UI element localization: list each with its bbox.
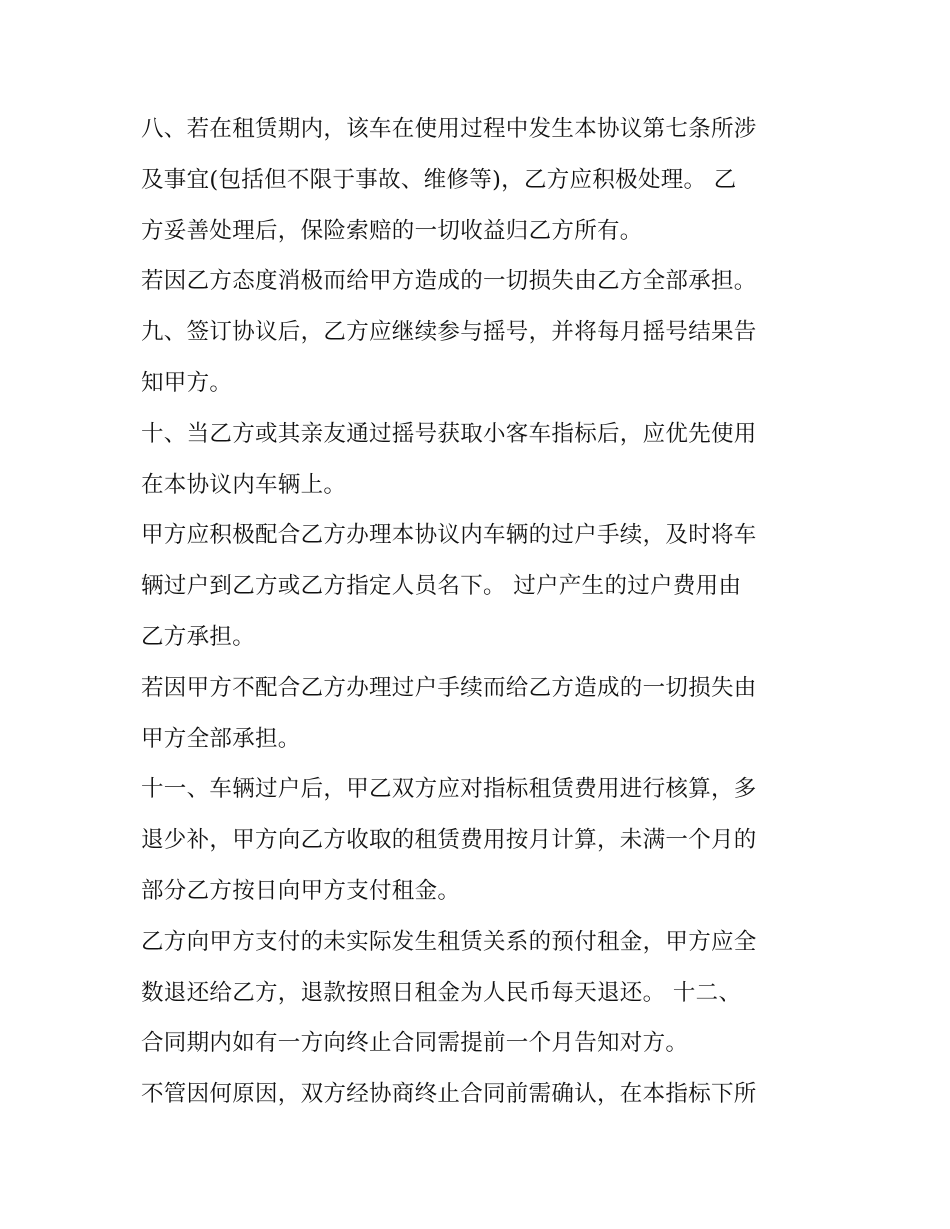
- text-line: 甲方全部承担。: [141, 725, 301, 752]
- text-line: 十一、车辆过户后，甲乙双方应对指标租赁费用进行核算，多: [141, 776, 757, 803]
- text-line: 不管因何原因，双方经协商终止合同前需确认，在本指标下所: [141, 1081, 757, 1108]
- text-line: 乙方向甲方支付的未实际发生租赁关系的预付租金，甲方应全: [141, 928, 757, 955]
- text-line: 若因乙方态度消极而给甲方造成的一切损失由乙方全部承担。: [141, 268, 757, 295]
- text-line: 八、若在租赁期内，该车在使用过程中发生本协议第七条所涉: [141, 116, 757, 142]
- text-line: 部分乙方按日向甲方支付租金。: [141, 877, 461, 904]
- document-body: [141, 104, 821, 1120]
- text-line: 辆过户到乙方或乙方指定人员名下。 过户产生的过户费用由: [141, 573, 742, 600]
- text-line: 合同期内如有一方向终止合同需提前一个月告知对方。: [141, 1030, 689, 1057]
- text-line: 甲方应积极配合乙方办理本协议内车辆的过户手续，及时将车: [141, 522, 757, 549]
- text-line: 九、签订协议后，乙方应继续参与摇号，并将每月摇号结果告: [141, 319, 757, 346]
- text-line: 若因甲方不配合乙方办理过户手续而给乙方造成的一切损失由: [141, 674, 757, 701]
- text-line: 在本协议内车辆上。: [141, 471, 347, 498]
- text-line: 十、当乙方或其亲友通过摇号获取小客车指标后，应优先使用: [141, 420, 757, 447]
- text-line: 方妥善处理后，保险索赔的一切收益归乙方所有。: [141, 217, 643, 244]
- text-line: 知甲方。: [141, 369, 233, 396]
- text-line: 数退还给乙方，退款按照日租金为人民币每天退还。 十二、: [141, 979, 742, 1006]
- text-line: 及事宜(包括但不限于事故、维修等)，乙方应积极处理。 乙: [141, 166, 737, 193]
- text-line: 乙方承担。: [141, 623, 256, 650]
- text-line: 退少补，甲方向乙方收取的租赁费用按月计算，未满一个月的: [141, 827, 757, 854]
